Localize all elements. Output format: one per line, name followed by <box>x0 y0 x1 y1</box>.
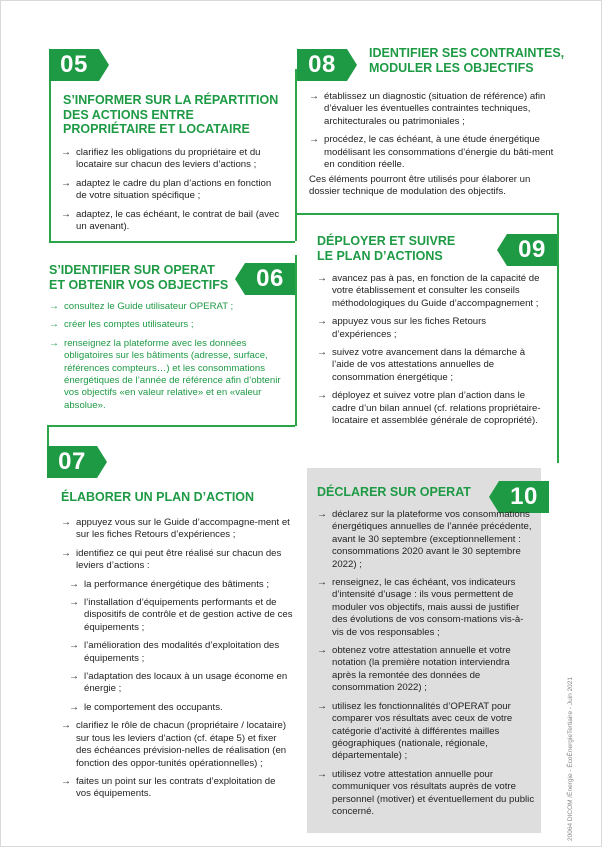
list-item: → appuyez vous sur les fiches Retours d’expériences ; <box>317 316 487 340</box>
arrow-right-icon: → <box>61 517 71 528</box>
list-item: → établissez un diagnostic (situation de référence) afin d’évaluer les éventuelles contraintes techniques, architecturales ou patrimoniales ; <box>309 91 546 127</box>
list-item: → utilisez votre attestation annuelle pour communiquer vos résultats auprès de votre personnel (motiver) et éventuellement du public concerné. <box>317 768 535 817</box>
arrow-right-icon: → <box>317 316 327 328</box>
connector-line <box>295 213 557 215</box>
arrow-right-icon: → <box>309 91 319 102</box>
step-07-title: ÉLABORER UN PLAN D’ACTION <box>61 490 255 504</box>
list-item: → procédez, le cas échéant, à une étude énergétique modélisant les consommations d’énergie du bâti-ment en condition réelle. <box>309 134 554 171</box>
list-item: → avancez pas à pas, en fonction de la capacité de votre établissement et consulter les conseils méthodologiques du Guide d’accompagnement ; <box>317 273 540 309</box>
step-05-number: 05 <box>49 49 99 81</box>
list-item: → l’amélioration des modalités d’exploitation des équipements ; <box>69 640 280 664</box>
arrow-right-icon: → <box>69 671 79 683</box>
arrow-right-icon: → <box>317 768 327 780</box>
list-item: → utilisez les fonctionnalités d’OPERAT pour comparer vos résultats avec ceux de votre catégorie d’activité à différentes mailles géographiques (nationale, régionale, départementale) ; <box>317 700 513 762</box>
arrow-right-icon: → <box>61 775 71 787</box>
connector-line <box>295 69 297 241</box>
list-item: → faites un point sur les contrats d’exploitation de vos équipements. <box>61 775 276 800</box>
step-10-title: DÉCLARER SUR OPERAT <box>317 485 471 499</box>
step-09-list <box>317 273 543 433</box>
list-item: → consultez le Guide utilisateur OPERAT ; <box>49 301 234 312</box>
arrow-right-icon: → <box>309 134 319 146</box>
arrow-right-icon: → <box>49 337 59 349</box>
arrow-right-icon: → <box>61 720 71 732</box>
arrow-right-icon: → <box>317 347 327 359</box>
list-item: → déclarez sur la plateforme vos consommations énergétiques annuelles de l’année précédente, avant le 30 septembre (exceptionnellement : consommations 2020 avant le 30 septembre 2022) ; <box>317 509 532 570</box>
list-item: → identifiez ce qui peut être réalisé sur chacun des leviers d’actions : <box>61 547 282 572</box>
list-item: → déployez et suivez votre plan d’action dans le cadre d’un bilan annuel (cf. relations propriétaire-locataire et assemblée générale de copropriété). <box>317 390 541 427</box>
step-06-number: 06 <box>245 263 295 295</box>
arrow-right-icon: → <box>69 597 79 609</box>
arrow-right-icon: → <box>61 177 71 189</box>
arrow-right-icon: → <box>49 301 59 312</box>
list-item: → obtenez votre attestation annuelle et votre notation (la première notation interviendra après la remontée des données de consommation 2022) ; <box>317 645 511 694</box>
step-08-number: 08 <box>297 49 347 81</box>
arrow-right-icon: → <box>61 147 71 158</box>
list-item: → adaptez le cadre du plan d’actions en fonction de votre situation spécifique ; <box>61 177 272 202</box>
list-item: → la performance énergétique des bâtiments ; <box>69 578 270 590</box>
arrow-right-icon: → <box>317 273 327 284</box>
step-05-title: S’INFORMER SUR LA RÉPARTITION DES ACTIONS ENTRE PROPRIÉTAIRE ET LOCATAIRE <box>63 93 279 136</box>
list-item: → clarifiez le rôle de chacun (propriétaire / locataire) sur tous les leviers d’action (cf. étape 5) et fixer des échéances prévision-nelles de réalisation (en fonction des oppor-tunités opérationnelles) ; <box>61 720 287 769</box>
arrow-right-icon: → <box>317 577 327 589</box>
arrow-right-icon: → <box>317 700 327 712</box>
step-08-title: IDENTIFIER SES CONTRAINTES, MODULER LES OBJECTIFS <box>369 46 565 75</box>
step-10-list <box>317 509 535 824</box>
step-09-number: 09 <box>507 234 557 266</box>
connector-line <box>49 241 295 243</box>
arrow-right-icon: → <box>317 390 327 402</box>
list-item: → créer les comptes utilisateurs ; <box>49 319 194 331</box>
list-item: → appuyez vous sur le Guide d’accompagne-ment et sur les fiches Retours d’expériences ; <box>61 517 290 541</box>
footer-credit: 20064 DICOM /Énergie - ÉcoÉnergieTertiaire - Juin 2021 <box>567 676 574 841</box>
arrow-right-icon: → <box>61 208 71 220</box>
connector-line <box>47 425 295 427</box>
step-09-title: DÉPLOYER ET SUIVRE LE PLAN D’ACTIONS <box>317 234 456 263</box>
step-05-list <box>61 147 283 239</box>
connector-line <box>49 73 51 241</box>
step-06-title: S’IDENTIFIER SUR OPERAT ET OBTENIR VOS OBJECTIFS <box>49 263 229 292</box>
list-item: → le comportement des occupants. <box>69 701 223 713</box>
list-item: → suivez votre avancement dans la démarche à l’aide de vos attestations annuelles de consommation énergétique ; <box>317 347 526 383</box>
connector-line <box>295 255 297 426</box>
step-10-number: 10 <box>499 481 549 513</box>
list-item: → renseignez, le cas échéant, vos indicateurs d’intensité d’usage : ils vous permettent de moduler vos objectifs, mais aussi de justifier des évolutions de vos consom-mations vis-à-vis de vos responsables ; <box>317 577 524 638</box>
arrow-right-icon: → <box>61 547 71 559</box>
list-item: → clarifiez les obligations du propriétaire et du locataire sur chacun des leviers d’actions ; <box>61 147 261 171</box>
connector-line <box>557 213 559 463</box>
step-07-list <box>61 517 293 807</box>
step-07-number: 07 <box>47 446 97 478</box>
step-08-list <box>309 91 555 177</box>
arrow-right-icon: → <box>317 645 327 657</box>
list-item: → l’adaptation des locaux à un usage économe en énergie ; <box>69 671 288 695</box>
list-item: → renseignez la plateforme avec les données obligatoires sur les bâtiments (adresse, surface, références compteurs…) et les consommations énergétiques de l’année de référence afin d’obtenir vos objectifs «en valeur relative» et en «valeur absolue». <box>49 337 281 411</box>
arrow-right-icon: → <box>69 701 79 713</box>
step-06-list <box>49 301 285 418</box>
list-item: → adaptez, le cas échéant, le contrat de bail (avec un avenant). <box>61 208 280 233</box>
step-08-note: Ces éléments pourront être utilisés pour élaborer un dossier technique de modulation des objectifs. <box>309 174 531 198</box>
arrow-right-icon: → <box>317 509 327 520</box>
arrow-right-icon: → <box>69 640 79 652</box>
list-item: → l’installation d’équipements performants et de dispositifs de contrôle et de gestion active de ces équipements ; <box>69 597 293 633</box>
arrow-right-icon: → <box>49 319 59 331</box>
arrow-right-icon: → <box>69 578 79 590</box>
